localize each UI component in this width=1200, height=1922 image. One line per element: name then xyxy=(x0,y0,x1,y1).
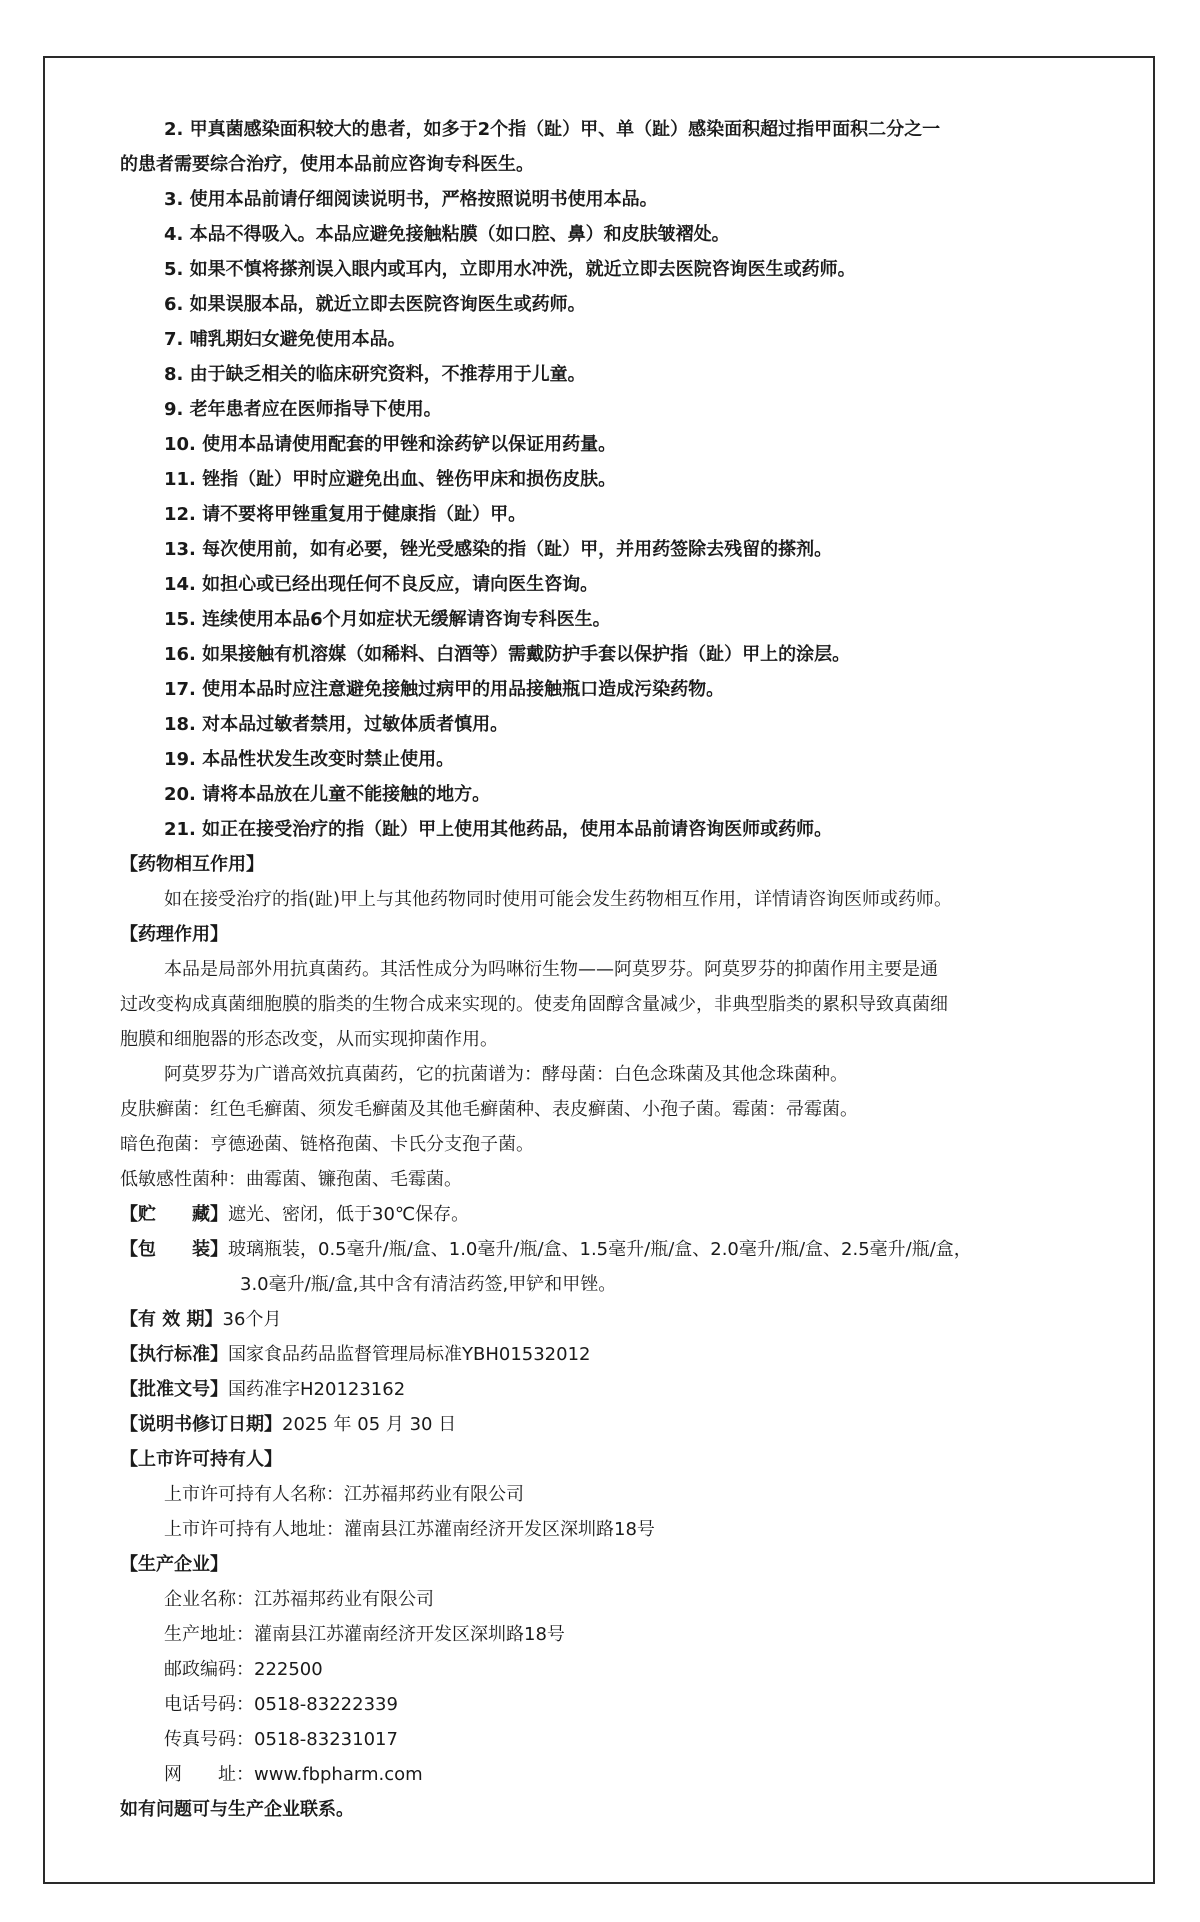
leaflet-content xyxy=(120,112,1090,1827)
packaging-value-line2: 3.0毫升/瓶/盒,其中含有清洁药签,甲铲和甲锉。 xyxy=(240,1274,617,1295)
precaution-item-17: 17. 使用本品时应注意避免接触过病甲的用品接触瓶口造成污染药物。 xyxy=(164,679,725,700)
revision-value: 2025 年 05 月 30 日 xyxy=(282,1414,457,1435)
standard-label: 【执行标准】 xyxy=(120,1344,228,1365)
pharmacology-p3: 皮肤癣菌：红色毛癣菌、须发毛癣菌及其他毛癣菌种、表皮癣菌、小孢子菌。霉菌：帚霉菌。 xyxy=(120,1099,858,1120)
precaution-item-18: 18. 对本品过敏者禁用，过敏体质者慎用。 xyxy=(164,714,509,735)
storage-row xyxy=(120,1197,1090,1232)
holder-name: 上市许可持有人名称：江苏福邦药业有限公司 xyxy=(164,1484,524,1505)
approval-label: 【批准文号】 xyxy=(120,1379,228,1400)
precaution-item-2-line2: 的患者需要综合治疗，使用本品前应咨询专科医生。 xyxy=(120,154,534,175)
precaution-item-9: 9. 老年患者应在医师指导下使用。 xyxy=(164,399,442,420)
manufacturer-postcode: 邮政编码：222500 xyxy=(164,1659,323,1680)
approval-row xyxy=(120,1372,1090,1407)
precaution-item-2-line1: 2. 甲真菌感染面积较大的患者，如多于2个指（趾）甲、单（趾）感染面积超过指甲面积二分之一 xyxy=(164,119,941,140)
precaution-item-10: 10. 使用本品请使用配套的甲锉和涂药铲以保证用药量。 xyxy=(164,434,617,455)
interactions-text: 如在接受治疗的指(趾)甲上与其他药物同时使用可能会发生药物相互作用，详情请咨询医师或药师。 xyxy=(164,889,953,910)
pharmacology-p2: 阿莫罗芬为广谱高效抗真菌药，它的抗菌谱为：酵母菌：白色念珠菌及其他念珠菌种。 xyxy=(164,1064,848,1085)
packaging-row xyxy=(120,1232,1090,1302)
precaution-item-3: 3. 使用本品前请仔细阅读说明书，严格按照说明书使用本品。 xyxy=(164,189,658,210)
approval-value: 国药准字H20123162 xyxy=(228,1379,406,1400)
validity-row xyxy=(120,1302,1090,1337)
validity-value: 36个月 xyxy=(222,1309,282,1330)
precaution-item-19: 19. 本品性状发生改变时禁止使用。 xyxy=(164,749,455,770)
manufacturer-name: 企业名称：江苏福邦药业有限公司 xyxy=(164,1589,434,1610)
storage-value: 遮光、密闭，低于30℃保存。 xyxy=(228,1204,470,1225)
manufacturer-phone: 电话号码：0518-83222339 xyxy=(164,1694,398,1715)
pharmacology-p1-line3: 胞膜和细胞器的形态改变，从而实现抑菌作用。 xyxy=(120,1029,498,1050)
standard-value: 国家食品药品监督管理局标准YBH01532012 xyxy=(228,1344,591,1365)
holder-address: 上市许可持有人地址：灌南县江苏灌南经济开发区深圳路18号 xyxy=(164,1519,655,1540)
pharmacology-p5: 低敏感性菌种：曲霉菌、镰孢菌、毛霉菌。 xyxy=(120,1169,462,1190)
holder-heading: 【上市许可持有人】 xyxy=(120,1449,282,1470)
precaution-item-16: 16. 如果接触有机溶媒（如稀料、白酒等）需戴防护手套以保护指（趾）甲上的涂层。 xyxy=(164,644,851,665)
precaution-item-15: 15. 连续使用本品6个月如症状无缓解请咨询专科医生。 xyxy=(164,609,611,630)
packaging-value-line1: 玻璃瓶装，0.5毫升/瓶/盒、1.0毫升/瓶/盒、1.5毫升/瓶/盒、2.0毫升/瓶/盒、2.5毫升/瓶/盒， xyxy=(228,1239,972,1260)
manufacturer-website: 网 址：www.fbpharm.com xyxy=(164,1764,423,1785)
pharmacology-heading: 【药理作用】 xyxy=(120,924,228,945)
revision-label: 【说明书修订日期】 xyxy=(120,1414,282,1435)
closing-note: 如有问题可与生产企业联系。 xyxy=(120,1799,354,1820)
pharmacology-p1-line1: 本品是局部外用抗真菌药。其活性成分为吗啉衍生物——阿莫罗芬。阿莫罗芬的抑菌作用主要是通 xyxy=(164,959,938,980)
precaution-item-8: 8. 由于缺乏相关的临床研究资料，不推荐用于儿童。 xyxy=(164,364,586,385)
precautions-list xyxy=(120,112,1090,847)
precaution-item-5: 5. 如果不慎将搽剂误入眼内或耳内，立即用水冲洗，就近立即去医院咨询医生或药师。 xyxy=(164,259,856,280)
manufacturer-fax: 传真号码：0518-83231017 xyxy=(164,1729,398,1750)
precaution-item-13: 13. 每次使用前，如有必要，锉光受感染的指（趾）甲，并用药签除去残留的搽剂。 xyxy=(164,539,833,560)
revision-row xyxy=(120,1407,1090,1442)
pharmacology-p1-line2: 过改变构成真菌细胞膜的脂类的生物合成来实现的。使麦角固醇含量减少，非典型脂类的累积导致真菌细 xyxy=(120,994,948,1015)
precaution-item-7: 7. 哺乳期妇女避免使用本品。 xyxy=(164,329,406,350)
standard-row xyxy=(120,1337,1090,1372)
precaution-item-14: 14. 如担心或已经出现任何不良反应，请向医生咨询。 xyxy=(164,574,599,595)
precaution-item-11: 11. 锉指（趾）甲时应避免出血、锉伤甲床和损伤皮肤。 xyxy=(164,469,617,490)
validity-label: 【有 效 期】 xyxy=(120,1309,223,1330)
precaution-item-21: 21. 如正在接受治疗的指（趾）甲上使用其他药品，使用本品前请咨询医师或药师。 xyxy=(164,819,833,840)
packaging-label: 【包 装】 xyxy=(120,1239,228,1260)
precaution-item-4: 4. 本品不得吸入。本品应避免接触粘膜（如口腔、鼻）和皮肤皱褶处。 xyxy=(164,224,730,245)
precaution-item-12: 12. 请不要将甲锉重复用于健康指（趾）甲。 xyxy=(164,504,527,525)
manufacturer-address: 生产地址：灌南县江苏灌南经济开发区深圳路18号 xyxy=(164,1624,565,1645)
manufacturer-heading: 【生产企业】 xyxy=(120,1554,228,1575)
pharmacology-p4: 暗色孢菌：亨德逊菌、链格孢菌、卡氏分支孢子菌。 xyxy=(120,1134,534,1155)
storage-label: 【贮 藏】 xyxy=(120,1204,228,1225)
interactions-heading: 【药物相互作用】 xyxy=(120,854,264,875)
precaution-item-20: 20. 请将本品放在儿童不能接触的地方。 xyxy=(164,784,491,805)
precaution-item-6: 6. 如果误服本品，就近立即去医院咨询医生或药师。 xyxy=(164,294,586,315)
